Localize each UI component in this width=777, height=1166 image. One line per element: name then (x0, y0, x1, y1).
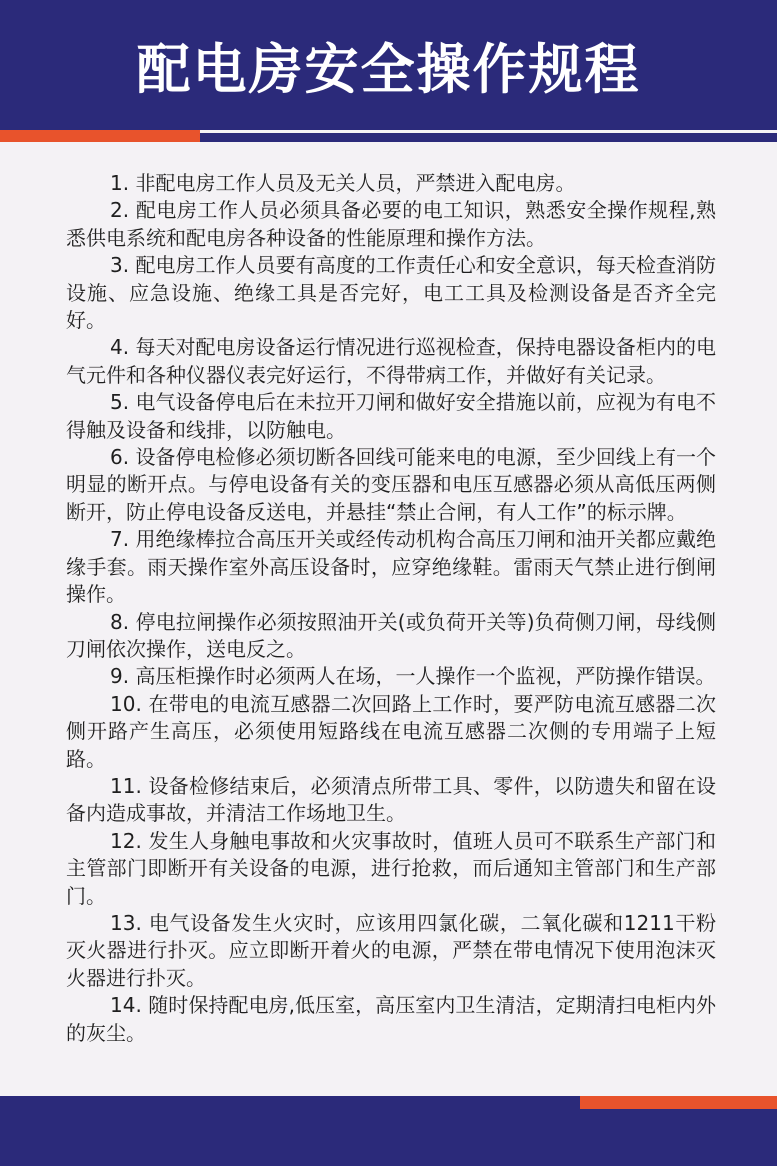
rule-item: 14. 随时保持配电房,低压室，高压室内卫生清洁，定期清扫电柜内外的灰尘。 (66, 993, 716, 1045)
rule-item: 13. 电气设备发生火灾时，应该用四氯化碳，二氧化碳和1211干粉灭火器进行扑灭。应立即断开着火的电源，严禁在带电情况下使用泡沫灭火器进行扑灭。 (66, 910, 716, 990)
rule-item: 5. 电气设备停电后在未拉开刀闸和做好安全措施以前，应视为有电不得触及设备和线排，以防触电。 (66, 390, 716, 442)
rule-item: 2. 配电房工作人员必须具备必要的电工知识，熟悉安全操作规程,熟悉供电系统和配电房各种设备的性能原理和操作方法。 (66, 198, 716, 250)
header-banner (0, 0, 777, 130)
bottom-orange-stripe (580, 1096, 777, 1109)
rule-item: 7. 用绝缘棒拉合高压开关或经传动机构合高压刀闸和油开关都应戴绝缘手套。雨天操作室外高压设备时，应穿绝缘鞋。雷雨天气禁止进行倒闸操作。 (66, 527, 716, 607)
rule-item: 4. 每天对配电房设备运行情况进行巡视检查，保持电器设备柜内的电气元件和各种仪器仪表完好运行，不得带病工作，并做好有关记录。 (66, 335, 716, 387)
footer-band (0, 1109, 777, 1166)
top-orange-stripe (0, 130, 200, 142)
top-navy-stripe (200, 133, 777, 142)
rule-item: 1. 非配电房工作人员及无关人员，严禁进入配电房。 (110, 171, 576, 195)
rule-item: 11. 设备检修结束后，必须清点所带工具、零件，以防遗失和留在设备内造成事故，并清洁工作场地卫生。 (66, 773, 716, 826)
rule-item: 12. 发生人身触电事故和火灾事故时，值班人员可不联系生产部门和主管部门即断开有关设备的电源，进行抢救，而后通知主管部门和生产部门。 (66, 828, 716, 908)
rules-list (66, 170, 716, 1047)
rule-item: 10. 在带电的电流互感器二次回路上工作时，要严防电流互感器二次侧开路产生高压，必须使用短路线在电流互感器二次侧的专用端子上短路。 (66, 691, 716, 771)
rule-item: 6. 设备停电检修必须切断各回线可能来电的电源，至少回线上有一个明显的断开点。与停电设备有关的变压器和电压互感器必须从高低压两侧断开，防止停电设备反送电，并悬挂“禁止合闸，有人工作”的标示牌。 (66, 445, 716, 524)
page-title: 配电房安全操作规程 (136, 37, 641, 101)
rule-item: 9. 高压柜操作时必须两人在场，一人操作一个监视，严防操作错误。 (110, 664, 716, 689)
rule-item: 8. 停电拉闸操作必须按照油开关(或负荷开关等)负荷侧刀闸，母线侧刀闸依次操作，送电反之。 (66, 609, 716, 661)
bottom-navy-stripe (0, 1096, 580, 1109)
rule-item: 3. 配电房工作人员要有高度的工作责任心和安全意识，每天检查消防设施、应急设施、绝缘工具是否完好，电工工具及检测设备是否齐全完好。 (66, 253, 716, 333)
